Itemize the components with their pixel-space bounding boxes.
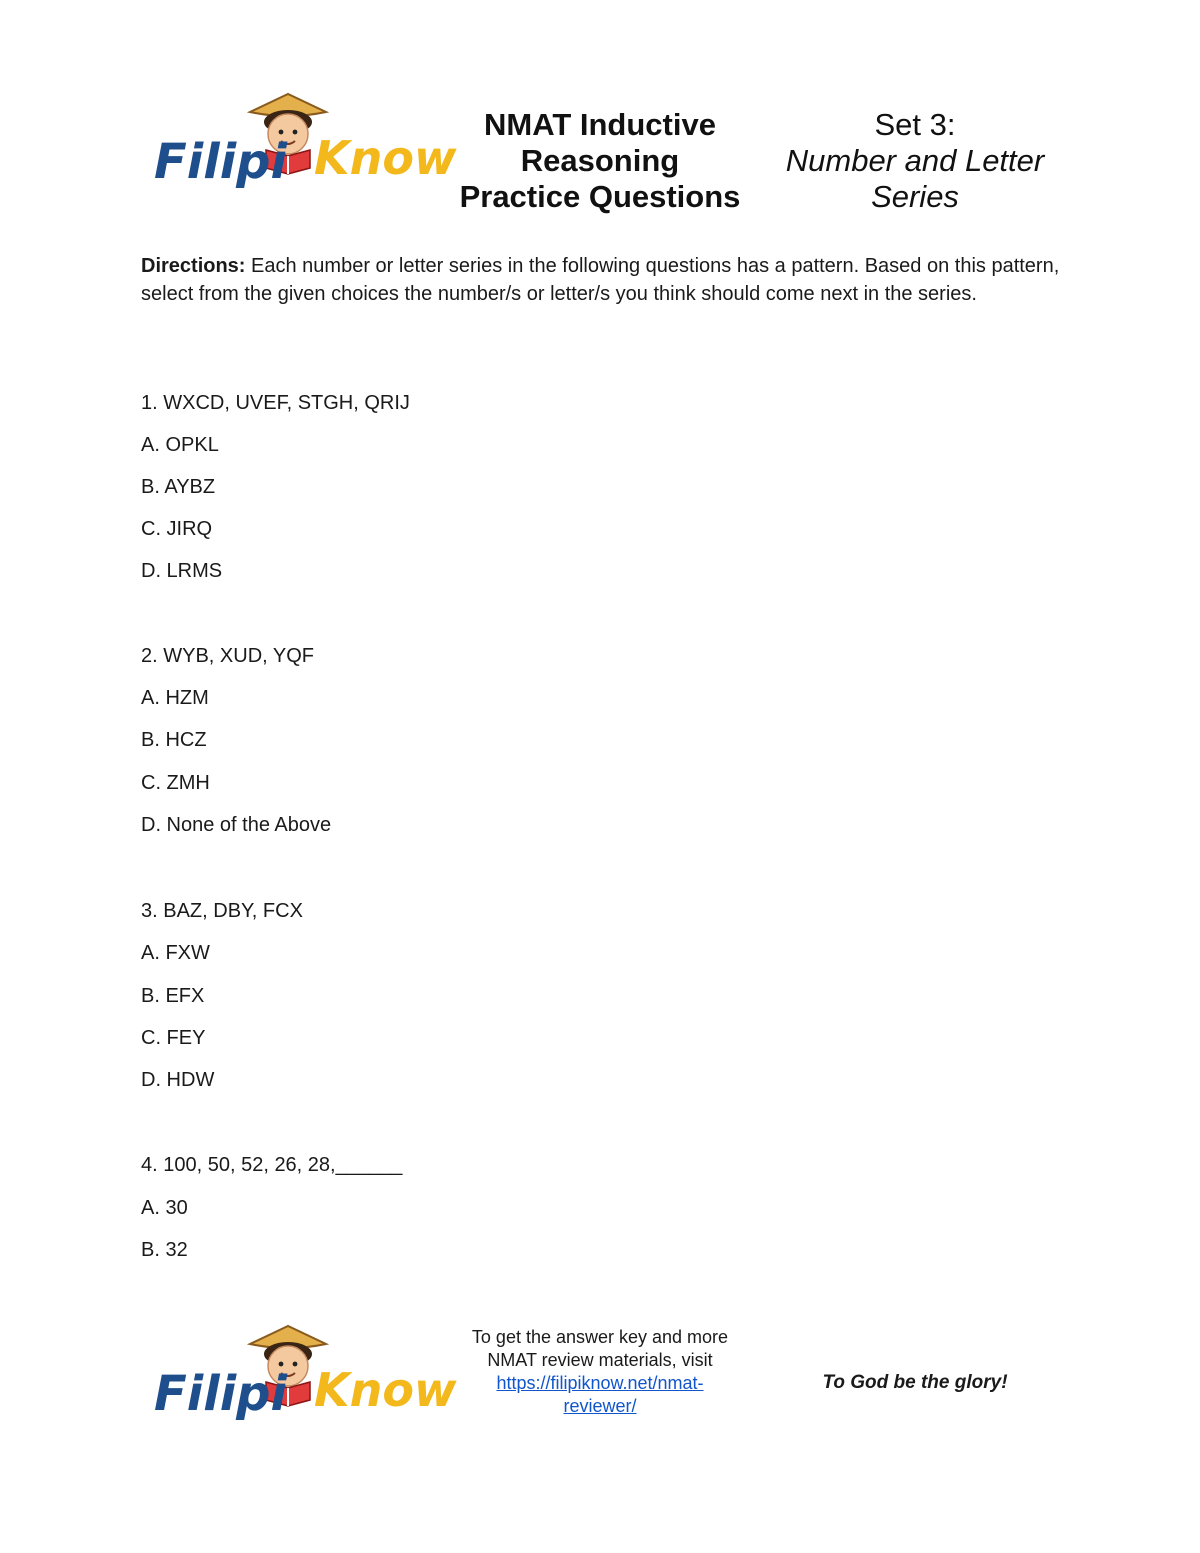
reviewer-link-line-1[interactable]: https://filipiknow.net/nmat- [496,1373,704,1393]
filipiknow-footer-logo-graphic [150,1322,457,1422]
question-1-prompt: 1. WXCD, UVEF, STGH, QRIJ [141,392,410,414]
directions-label: Directions: [141,255,246,277]
question-3-choice-d: D. HDW [141,1069,215,1091]
question-2-choice-d: D. None of the Above [141,814,332,836]
question-2-choice-b: B. HCZ [141,729,207,751]
filipiknow-footer-logo [150,1322,457,1422]
title-line-3: Practice Questions [459,179,741,214]
svg-text:Filipi: Filipi [154,134,287,190]
filipiknow-logo [150,90,457,190]
footer-line-1: To get the answer key and more [471,1327,729,1347]
question-3-prompt: 3. BAZ, DBY, FCX [141,900,303,922]
question-1-choice-a: A. OPKL [141,434,219,456]
question-2-choice-a: A. HZM [141,687,209,709]
set-subtitle-line-1: Number and Letter [785,143,1045,178]
footer-glory: To God be the glory! [822,1372,1008,1393]
set-subtitle-line-2: Series [871,179,959,214]
question-2-prompt: 2. WYB, XUD, YQF [141,645,314,667]
svg-text:Filipi: Filipi [154,1366,287,1422]
reviewer-link[interactable] [445,1372,755,1418]
question-3-choice-c: C. FEY [141,1027,206,1049]
directions-paragraph [141,252,1071,308]
footer-note [445,1326,755,1418]
question-4-prompt: 4. 100, 50, 52, 26, 28,______ [141,1154,403,1176]
directions-text: Each number or letter series in the following questions has a pattern. Based on this pattern, select from the given choices the number/s or letter/s you think should come next in the series. [141,255,1060,305]
question-1-choice-b: B. AYBZ [141,476,216,498]
svg-text:Know: Know [314,131,457,185]
title-line-2: Reasoning [520,143,680,178]
question-4-choice-a: A. 30 [141,1197,188,1219]
footer-line-2: NMAT review materials, visit [487,1350,713,1370]
set-heading [770,107,1060,215]
question-3-choice-b: B. EFX [141,985,205,1007]
reviewer-link-line-2[interactable]: reviewer/ [563,1396,637,1416]
document-title [440,107,760,215]
question-1-choice-c: C. JIRQ [141,518,213,540]
filipiknow-logo-graphic [150,90,457,190]
question-3-choice-a: A. FXW [141,942,210,964]
svg-text:Know: Know [314,1363,457,1417]
question-4-choice-b: B. 32 [141,1239,188,1261]
question-1-choice-d: D. LRMS [141,560,223,582]
question-2-choice-c: C. ZMH [141,772,210,794]
set-label: Set 3: [874,107,956,142]
title-line-1: NMAT Inductive [484,107,716,142]
